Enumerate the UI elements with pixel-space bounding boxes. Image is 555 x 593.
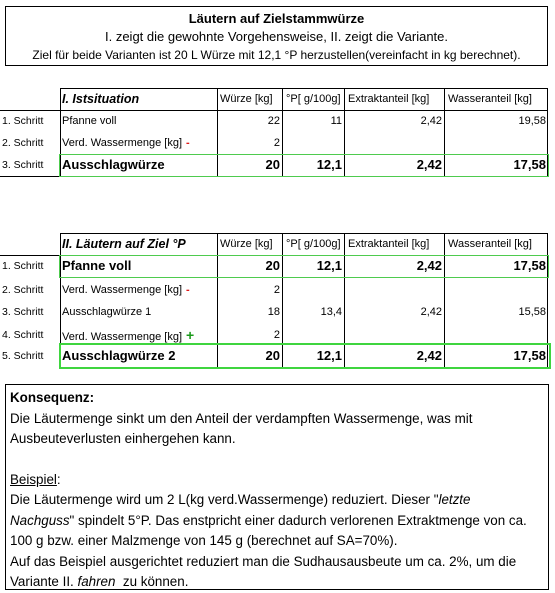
extrakt-value: 2,42 (420, 306, 442, 318)
row-name (62, 279, 214, 301)
example-italic: letzte (438, 492, 471, 507)
result-highlight (59, 154, 549, 177)
extrakt-value: 2,42 (420, 115, 442, 127)
extrakt-value (346, 132, 442, 154)
wasser-value: 17,58 (513, 348, 546, 363)
example-text: Die Läutermenge wird um 2 L(kg verd.Wassermenge) reduziert. Dieser " (10, 492, 439, 507)
extrakt-value: 2,42 (416, 348, 442, 363)
row-name: Pfanne voll (62, 258, 132, 273)
row-name (62, 132, 214, 154)
example-text: Variante II. (10, 574, 78, 589)
table-istsituation (0, 88, 555, 178)
step-label: 5. Schritt (2, 350, 44, 362)
conclusion-heading: Konsequenz: (10, 390, 95, 405)
minus-icon: - (186, 137, 190, 149)
row-name: Ausschlagwürze 2 (62, 348, 176, 363)
example-text-line (10, 511, 544, 532)
table-row (0, 301, 548, 323)
step-label: 4. Schritt (2, 329, 44, 341)
column-header: Extraktanteil [kg] (348, 93, 430, 105)
example-text-line (10, 572, 544, 593)
plato-value (284, 132, 342, 154)
minus-icon: - (186, 284, 190, 296)
column-header: Würze [kg] (220, 93, 273, 105)
step-label: 2. Schritt (2, 284, 44, 296)
wasser-value (446, 132, 546, 154)
example-text: zu können. (115, 574, 189, 589)
wuerze-value: 2 (273, 137, 280, 149)
column-header: Wasseranteil [kg] (448, 93, 532, 105)
wuerze-value: 2 (273, 329, 280, 341)
column-header: °P[ g/100g] (286, 238, 341, 250)
wasser-value (446, 279, 546, 301)
row-name: Ausschlagwürze 1 (62, 306, 152, 318)
plato-value: 12,1 (316, 258, 342, 273)
row-name-text: Verd. Wassermenge [kg] (62, 331, 183, 343)
wuerze-value: 20 (265, 157, 280, 172)
conclusion-text-line: Die Läutermenge sinkt um den Anteil der verdampften Wassermenge, was mit (10, 410, 473, 426)
extrakt-value: 2,42 (416, 258, 442, 273)
plato-value: 13,4 (320, 306, 342, 318)
plato-value (284, 279, 342, 301)
start-highlight (59, 255, 549, 278)
conclusion-text-line: Ausbeuteverlusten einhergehen kann. (10, 431, 236, 446)
column-header: Wasseranteil [kg] (448, 238, 532, 250)
row-name-text: Verd. Wassermenge [kg] (62, 137, 183, 149)
column-header: Extraktanteil [kg] (348, 238, 430, 250)
row-name: Ausschlagwürze (62, 157, 165, 172)
conclusion-box (5, 384, 549, 590)
step-label: 3. Schritt (2, 159, 44, 171)
example-italic: fahren (77, 574, 116, 589)
page-title: Läutern auf Zielstammwürze (188, 11, 365, 26)
extrakt-value (346, 279, 442, 301)
table-laeutern-ziel (0, 233, 555, 373)
wasser-value: 17,58 (513, 157, 546, 172)
plus-icon: + (186, 327, 195, 343)
example-heading: Beispiel (10, 471, 57, 487)
header-box (5, 6, 548, 66)
row-name: Pfanne voll (62, 115, 117, 127)
wuerze-value: 20 (265, 348, 280, 363)
table-header-row (0, 88, 548, 110)
plato-value: 11 (330, 115, 342, 127)
wuerze-value: 22 (267, 115, 280, 127)
example-italic: Nachguss (10, 512, 70, 528)
row-name-text: Verd. Wassermenge [kg] (62, 284, 183, 296)
step-label: 1. Schritt (2, 260, 44, 272)
column-header: Würze [kg] (220, 238, 273, 250)
step-label: 2. Schritt (2, 137, 44, 149)
page-subtitle: I. zeigt die gewohnte Vorgehensweise, II. zeigt die Variante. (104, 29, 449, 44)
example-text-line (10, 490, 544, 511)
table-row (0, 132, 548, 154)
wuerze-value: 2 (273, 284, 280, 296)
wuerze-value: 18 (267, 306, 280, 318)
wasser-value: 15,58 (518, 306, 546, 318)
example-heading-line (10, 470, 544, 491)
example-colon: : (56, 471, 61, 487)
result-highlight (59, 343, 551, 369)
step-label: 1. Schritt (2, 115, 44, 127)
wasser-value: 19,58 (518, 115, 546, 127)
extrakt-value: 2,42 (416, 157, 442, 172)
wasser-value: 17,58 (513, 258, 546, 273)
step-label: 3. Schritt (2, 306, 44, 318)
page-note: Ziel für beide Varianten ist 20 L Würze mit 12,1 °P herzustellen(vereinfacht in kg berechnet). (32, 48, 521, 62)
example-text-line: Auf das Beispiel ausgerichtet reduziert man die Sudhausausbeute um ca. 2%, um die (10, 553, 517, 569)
column-header: °P[ g/100g] (286, 93, 341, 105)
example-text-line: 100 g bzw. einer Malzmenge von 145 g (berechnet auf SA=70%). (10, 533, 398, 548)
table-header-row (0, 233, 548, 255)
table-row (0, 279, 548, 301)
plato-value: 12,1 (316, 348, 342, 363)
example-text: " spindelt 5°P. Das enstpricht einer dadurch verlorenen Extraktmenge von ca. (69, 512, 527, 528)
plato-value: 12,1 (316, 157, 342, 172)
table-row (0, 110, 548, 132)
table-title: I. Istsituation (62, 92, 140, 106)
table-title: II. Läutern auf Ziel °P (62, 237, 186, 251)
wuerze-value: 20 (265, 258, 280, 273)
